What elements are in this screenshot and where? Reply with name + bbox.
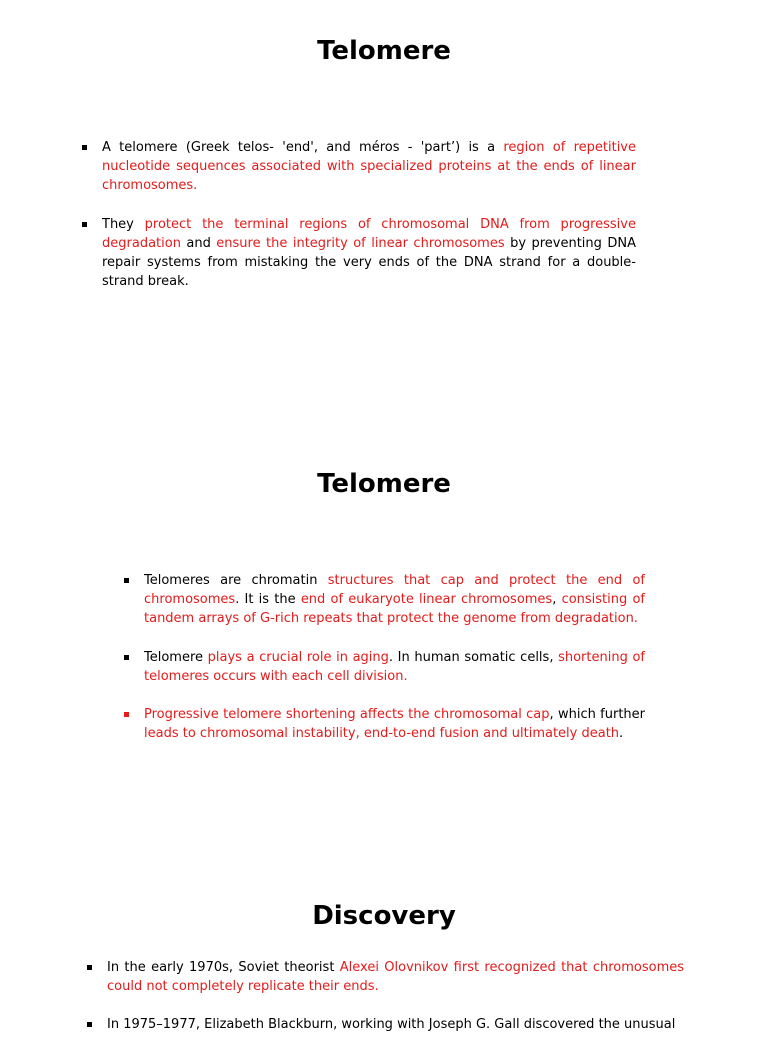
text-segment: . It is the xyxy=(235,592,301,608)
highlighted-text: ensure the integrity of linear chromosomes xyxy=(216,235,505,251)
bullet-list xyxy=(87,958,684,1054)
text-segment: , xyxy=(552,592,562,608)
highlighted-text: consisting of tandem arrays of G-rich repeats that protect the genome from degradation. xyxy=(144,592,645,627)
highlighted-text: plays a crucial role in aging xyxy=(207,649,389,665)
highlighted-text: structures that cap and protect the end of chromosomes xyxy=(144,573,645,608)
bullet-list xyxy=(82,138,636,310)
bullet-item xyxy=(82,138,636,196)
bullet-list xyxy=(124,571,645,762)
bullet-item xyxy=(124,705,645,743)
text-segment: They xyxy=(102,216,145,232)
bullet-item xyxy=(82,215,636,292)
text-segment: by preventing DNA repair systems from mistaking the very ends of the DNA strand for a double-strand break. xyxy=(102,235,636,290)
slide-title: Telomere xyxy=(317,36,451,66)
highlighted-text: protect the terminal regions of chromosomal DNA from progressive degradation xyxy=(102,216,636,251)
text-segment: Telomere xyxy=(144,649,208,665)
text-segment: In 1975–1977, Elizabeth Blackburn, working with Joseph G. Gall discovered the unusual xyxy=(107,1017,676,1033)
bullet-item xyxy=(87,1015,684,1034)
text-segment: Telomeres are chromatin xyxy=(144,573,328,588)
highlighted-text: leads to chromosomal instability, end-to-end fusion and ultimately death xyxy=(144,726,620,742)
text-segment: In the early 1970s, Soviet theorist xyxy=(107,960,340,975)
highlighted-text: end of eukaryote linear chromosomes xyxy=(300,592,553,608)
slide-1 xyxy=(0,0,768,320)
slide-title: Telomere xyxy=(317,469,451,499)
text-segment: , which further xyxy=(549,707,645,723)
text-segment: . In human somatic cells, xyxy=(388,649,559,665)
text-segment: and xyxy=(180,235,217,251)
highlighted-text: Progressive telomere shortening affects the chromosomal cap xyxy=(144,707,550,723)
text-segment: A telomere (Greek telos- 'end', and méros - 'part’) is a xyxy=(102,140,504,155)
bullet-item xyxy=(87,958,684,996)
slide-title: Discovery xyxy=(312,901,456,931)
bullet-item xyxy=(124,648,645,686)
highlighted-text: region of repetitive nucleotide sequences associated with specialized proteins at the ends of linear chromosomes. xyxy=(102,140,636,194)
text-segment: . xyxy=(619,726,624,742)
highlighted-text: Alexei Olovnikov first recognized that chromosomes could not completely replicate their ends. xyxy=(107,960,684,995)
highlighted-text: shortening of telomeres occurs with each cell division. xyxy=(144,649,645,684)
bullet-item xyxy=(124,571,645,629)
